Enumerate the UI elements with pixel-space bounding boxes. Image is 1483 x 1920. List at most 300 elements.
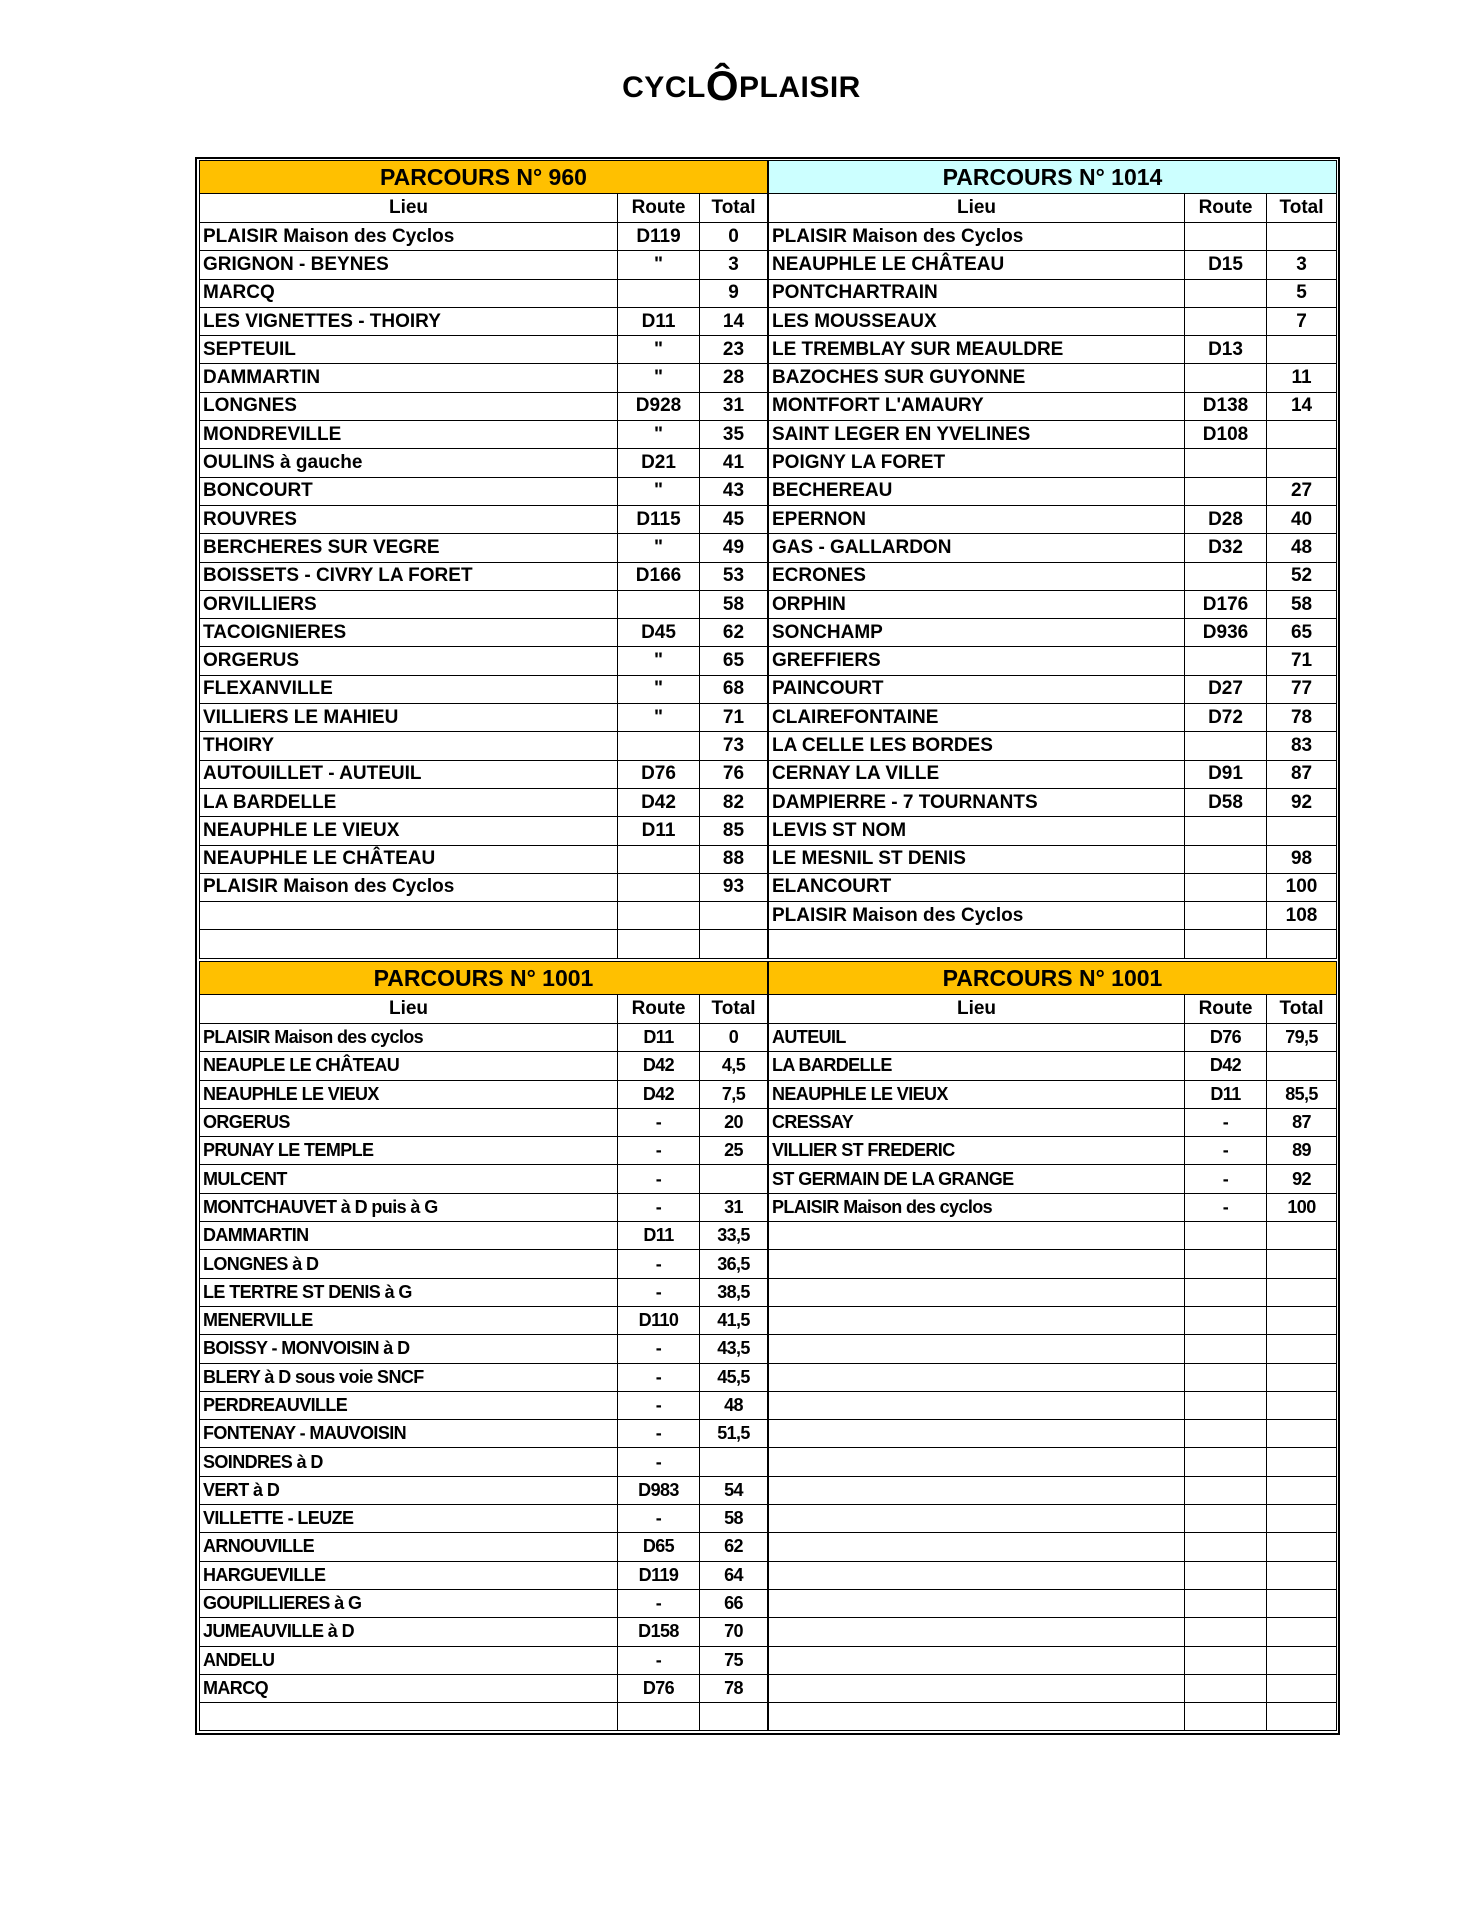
col-header-lieu: Lieu [200,194,618,223]
cell-total: 45 [700,505,768,533]
cell-lieu: LA CELLE LES BORDES [769,732,1185,760]
col-header-route: Route [1185,995,1267,1024]
cell-lieu: PONTCHARTRAIN [769,279,1185,307]
cell-lieu: LONGNES [200,392,618,420]
cell-lieu: ANDELU [200,1646,618,1674]
cell-route: D983 [618,1476,700,1504]
cell-route: - [1185,1193,1267,1221]
cell-total: 51,5 [700,1420,768,1448]
table-row [769,1391,1337,1419]
table-row [200,647,768,675]
cell-total [1267,421,1337,449]
table-row [200,223,768,251]
cell-lieu [769,1420,1185,1448]
cell-total: 65 [1267,619,1337,647]
cell-route [1185,845,1267,873]
cell-total: 100 [1267,873,1337,901]
cell-total: 108 [1267,902,1337,930]
cell-total: 100 [1267,1193,1337,1221]
cell-route: " [618,336,700,364]
page-title [0,62,1483,110]
cell-lieu [200,1703,618,1731]
cell-lieu: LES MOUSSEAUX [769,307,1185,335]
cell-lieu: PLAISIR Maison des Cyclos [200,223,618,251]
cell-route: D11 [618,1024,700,1052]
cell-route: D108 [1185,421,1267,449]
cell-lieu [769,1476,1185,1504]
cell-lieu: MULCENT [200,1165,618,1193]
cell-route: D166 [618,562,700,590]
cell-total: 0 [700,223,768,251]
cell-route: " [618,534,700,562]
cell-lieu: SONCHAMP [769,619,1185,647]
title-big-letter: Ô [705,62,739,109]
cell-total: 76 [700,760,768,788]
table-row [200,421,768,449]
cell-route: D42 [618,1080,700,1108]
table-row [769,619,1337,647]
table-row [769,1335,1337,1363]
cell-route [618,902,700,930]
cell-lieu: DAMMARTIN [200,364,618,392]
table-row [769,562,1337,590]
cell-total [1267,1052,1337,1080]
cell-route [1185,1448,1267,1476]
cell-route: - [618,1250,700,1278]
cell-lieu: LE TERTRE ST DENIS à G [200,1278,618,1306]
cell-route: D42 [618,788,700,816]
cell-total: 41 [700,449,768,477]
cell-total [1267,930,1337,958]
cell-route [1185,873,1267,901]
table-row [769,788,1337,816]
title-post: PLAISIR [738,71,861,104]
table-row [769,1589,1337,1617]
table-row [769,590,1337,618]
cell-route [1185,449,1267,477]
cell-route: " [618,647,700,675]
cell-route: - [618,1108,700,1136]
cell-route: D45 [618,619,700,647]
cell-route: D11 [618,1222,700,1250]
cell-lieu: LONGNES à D [200,1250,618,1278]
table-row [769,1646,1337,1674]
table-row [769,421,1337,449]
cell-lieu: TACOIGNIERES [200,619,618,647]
table-row [200,279,768,307]
cell-total: 62 [700,1533,768,1561]
table-row [200,902,768,930]
table-row [200,1476,768,1504]
cell-total: 88 [700,845,768,873]
cell-lieu: BOISSETS - CIVRY LA FORET [200,562,618,590]
cell-route [1185,1703,1267,1731]
cell-route [1185,1561,1267,1589]
table-title: PARCOURS N° 1001 [200,962,768,995]
cell-route [618,930,700,958]
table-row [200,1363,768,1391]
cell-route [1185,817,1267,845]
table-row [200,1278,768,1306]
cell-lieu: ELANCOURT [769,873,1185,901]
cell-total [1267,1391,1337,1419]
cell-lieu: ORGERUS [200,1108,618,1136]
table-row [200,788,768,816]
cell-route: D11 [1185,1080,1267,1108]
table-title: PARCOURS N° 960 [200,161,768,194]
cell-total [1267,1533,1337,1561]
table-row [769,1561,1337,1589]
table-row [769,336,1337,364]
cell-lieu: PLAISIR Maison des cyclos [200,1024,618,1052]
table-row [769,223,1337,251]
cell-route [1185,1222,1267,1250]
table-row [200,1335,768,1363]
cell-lieu: THOIRY [200,732,618,760]
cell-total [700,1448,768,1476]
cell-route [1185,1306,1267,1334]
cell-route [618,732,700,760]
cell-route: D76 [1185,1024,1267,1052]
cell-lieu: VILLETTE - LEUZE [200,1505,618,1533]
cell-total: 87 [1267,1108,1337,1136]
table-row [200,562,768,590]
cell-lieu: PLAISIR Maison des Cyclos [769,223,1185,251]
cell-total: 62 [700,619,768,647]
cell-route [618,1703,700,1731]
cell-lieu: FLEXANVILLE [200,675,618,703]
cell-route: - [1185,1108,1267,1136]
cell-total: 38,5 [700,1278,768,1306]
cell-route: - [618,1165,700,1193]
table-row [769,1533,1337,1561]
table-row [769,1476,1337,1504]
cell-route: D936 [1185,619,1267,647]
cell-lieu: NEAUPHLE LE CHÂTEAU [769,251,1185,279]
cell-lieu: NEAUPHLE LE VIEUX [200,817,618,845]
cell-lieu [769,1278,1185,1306]
table-row [200,845,768,873]
cell-total [1267,1250,1337,1278]
cell-total [1267,1363,1337,1391]
cell-lieu: MONTCHAUVET à D puis à G [200,1193,618,1221]
cell-lieu: PRUNAY LE TEMPLE [200,1137,618,1165]
cell-total: 5 [1267,279,1337,307]
cell-total [1267,1448,1337,1476]
cell-total: 48 [1267,534,1337,562]
cell-total: 28 [700,364,768,392]
table-row [769,1250,1337,1278]
cell-route: - [618,1137,700,1165]
cell-total: 48 [700,1391,768,1419]
cell-route: - [618,1420,700,1448]
table-row [200,1646,768,1674]
cell-route: D176 [1185,590,1267,618]
cell-lieu: PLAISIR Maison des Cyclos [769,902,1185,930]
cell-route: D119 [618,223,700,251]
cell-route: D138 [1185,392,1267,420]
table-row [769,477,1337,505]
cell-total [1267,1703,1337,1731]
table-row [769,392,1337,420]
table-row [200,675,768,703]
table-row [769,1137,1337,1165]
cell-lieu: LEVIS ST NOM [769,817,1185,845]
cell-route [1185,1278,1267,1306]
table-row [200,1420,768,1448]
table-row [769,1618,1337,1646]
cell-route: D27 [1185,675,1267,703]
cell-route: D72 [1185,704,1267,732]
cell-total [1267,1476,1337,1504]
table-parcours-1001-part1 [199,961,768,1731]
cell-total [1267,1306,1337,1334]
cell-total: 82 [700,788,768,816]
cell-total: 45,5 [700,1363,768,1391]
cell-lieu: ECRONES [769,562,1185,590]
table-row [200,1024,768,1052]
col-header-route: Route [618,194,700,223]
cell-total [1267,1674,1337,1702]
cell-route: - [618,1335,700,1363]
cell-total: 71 [1267,647,1337,675]
table-row [200,1052,768,1080]
cell-lieu: BERCHERES SUR VEGRE [200,534,618,562]
cell-total: 3 [1267,251,1337,279]
cell-lieu: BLERY à D sous voie SNCF [200,1363,618,1391]
cell-route [1185,279,1267,307]
cell-lieu: CLAIREFONTAINE [769,704,1185,732]
table-row [769,1420,1337,1448]
cell-lieu [769,1448,1185,1476]
cell-total: 58 [1267,590,1337,618]
cell-total: 43 [700,477,768,505]
cell-total [1267,817,1337,845]
cell-route [1185,223,1267,251]
cell-total: 31 [700,1193,768,1221]
cell-total [1267,1561,1337,1589]
cell-lieu: CRESSAY [769,1108,1185,1136]
cell-lieu: MENERVILLE [200,1306,618,1334]
cell-lieu [769,1222,1185,1250]
cell-route: - [618,1391,700,1419]
cell-lieu [769,1646,1185,1674]
cell-lieu: VILLIERS LE MAHIEU [200,704,618,732]
cell-lieu: NEAUPHLE LE VIEUX [769,1080,1185,1108]
cell-lieu: NEAUPHLE LE CHÂTEAU [200,845,618,873]
cell-lieu [769,930,1185,958]
table-row [769,279,1337,307]
table-row [200,336,768,364]
cell-total: 64 [700,1561,768,1589]
cell-total: 89 [1267,1137,1337,1165]
cell-lieu [769,1335,1185,1363]
table-row [769,449,1337,477]
table-row [200,1250,768,1278]
cell-lieu [769,1618,1185,1646]
col-header-lieu: Lieu [769,995,1185,1024]
table-row [769,534,1337,562]
table-parcours-1014 [768,160,1337,959]
cell-lieu: PAINCOURT [769,675,1185,703]
cell-lieu: JUMEAUVILLE à D [200,1618,618,1646]
cell-total: 65 [700,647,768,675]
table-row [769,647,1337,675]
cell-lieu: HARGUEVILLE [200,1561,618,1589]
table-parcours-960 [199,160,768,959]
cell-route [618,590,700,618]
cell-lieu: MONDREVILLE [200,421,618,449]
table-row [769,845,1337,873]
table-row [200,1533,768,1561]
cell-total [1267,1618,1337,1646]
cell-total: 20 [700,1108,768,1136]
table-row [769,1080,1337,1108]
cell-total [1267,336,1337,364]
table-row [769,1165,1337,1193]
cell-total: 40 [1267,505,1337,533]
cell-route: D928 [618,392,700,420]
cell-route: D65 [618,1533,700,1561]
table-row [200,1448,768,1476]
table-row [769,817,1337,845]
cell-route [1185,902,1267,930]
table-row [769,1703,1337,1731]
cell-lieu: AUTEUIL [769,1024,1185,1052]
cell-total: 43,5 [700,1335,768,1363]
cell-route [1185,1533,1267,1561]
table-row [769,732,1337,760]
cell-total: 87 [1267,760,1337,788]
table-row [769,760,1337,788]
cell-total: 98 [1267,845,1337,873]
table-row [200,1108,768,1136]
col-header-route: Route [618,995,700,1024]
cell-total: 79,5 [1267,1024,1337,1052]
cell-total: 27 [1267,477,1337,505]
table-row [200,1080,768,1108]
cell-lieu: LA BARDELLE [769,1052,1185,1080]
cell-lieu: AUTOUILLET - AUTEUIL [200,760,618,788]
table-parcours-1001-part2 [768,961,1337,1731]
cell-route: - [618,1646,700,1674]
table-row [769,930,1337,958]
cell-total: 11 [1267,364,1337,392]
cell-route [618,279,700,307]
cell-total: 71 [700,704,768,732]
col-header-total: Total [700,995,768,1024]
cell-total: 75 [700,1646,768,1674]
table-row [769,1024,1337,1052]
cell-route: D15 [1185,251,1267,279]
table-row [200,505,768,533]
cell-lieu: VERT à D [200,1476,618,1504]
table-row [200,817,768,845]
cell-total: 58 [700,590,768,618]
cell-total: 92 [1267,1165,1337,1193]
table-row [200,704,768,732]
cell-lieu: OULINS à gauche [200,449,618,477]
cell-total: 36,5 [700,1250,768,1278]
cell-total: 4,5 [700,1052,768,1080]
table-row [200,1561,768,1589]
cell-lieu: MONTFORT L'AMAURY [769,392,1185,420]
cell-total: 41,5 [700,1306,768,1334]
cell-lieu: SEPTEUIL [200,336,618,364]
cell-total: 7,5 [700,1080,768,1108]
cell-lieu: POIGNY LA FORET [769,449,1185,477]
cell-route: " [618,477,700,505]
table-row [769,307,1337,335]
cell-total [700,930,768,958]
cell-lieu: PERDREAUVILLE [200,1391,618,1419]
cell-total: 52 [1267,562,1337,590]
cell-total: 31 [700,392,768,420]
cell-route: " [618,704,700,732]
table-row [769,364,1337,392]
cell-total: 93 [700,873,768,901]
cell-lieu: PLAISIR Maison des cyclos [769,1193,1185,1221]
cell-lieu: FONTENAY - MAUVOISIN [200,1420,618,1448]
cell-total: 14 [1267,392,1337,420]
cell-route: D76 [618,1674,700,1702]
cell-lieu: ORVILLIERS [200,590,618,618]
table-row [200,449,768,477]
table-row [769,1674,1337,1702]
table-row [200,1222,768,1250]
cell-lieu: VILLIER ST FREDERIC [769,1137,1185,1165]
table-row [200,251,768,279]
cell-lieu: ST GERMAIN DE LA GRANGE [769,1165,1185,1193]
table-row [769,1448,1337,1476]
cell-lieu: MARCQ [200,279,618,307]
cell-route [1185,1646,1267,1674]
cell-lieu: ARNOUVILLE [200,1533,618,1561]
cell-total [1267,1646,1337,1674]
cell-total: 70 [700,1618,768,1646]
table-row [769,1052,1337,1080]
table-row [769,1505,1337,1533]
cell-lieu: BOISSY - MONVOISIN à D [200,1335,618,1363]
table-row [769,675,1337,703]
cell-total: 73 [700,732,768,760]
cell-lieu: MARCQ [200,1674,618,1702]
table-row [769,251,1337,279]
cell-route: - [618,1589,700,1617]
cell-total [1267,1420,1337,1448]
cell-total: 7 [1267,307,1337,335]
col-header-total: Total [1267,995,1337,1024]
cell-lieu: SAINT LEGER EN YVELINES [769,421,1185,449]
cell-total: 0 [700,1024,768,1052]
cell-total: 78 [700,1674,768,1702]
cell-route: D76 [618,760,700,788]
cell-lieu: EPERNON [769,505,1185,533]
cell-lieu: LE TREMBLAY SUR MEAULDRE [769,336,1185,364]
cell-route: - [1185,1137,1267,1165]
cell-lieu: CERNAY LA VILLE [769,760,1185,788]
title-pre: CYCL [622,71,706,104]
cell-route: D13 [1185,336,1267,364]
cell-lieu: BONCOURT [200,477,618,505]
table-row [200,590,768,618]
cell-lieu: ORPHIN [769,590,1185,618]
cell-lieu [769,1533,1185,1561]
cell-total [700,1165,768,1193]
cell-route [1185,1618,1267,1646]
cell-total: 49 [700,534,768,562]
cell-lieu: GREFFIERS [769,647,1185,675]
